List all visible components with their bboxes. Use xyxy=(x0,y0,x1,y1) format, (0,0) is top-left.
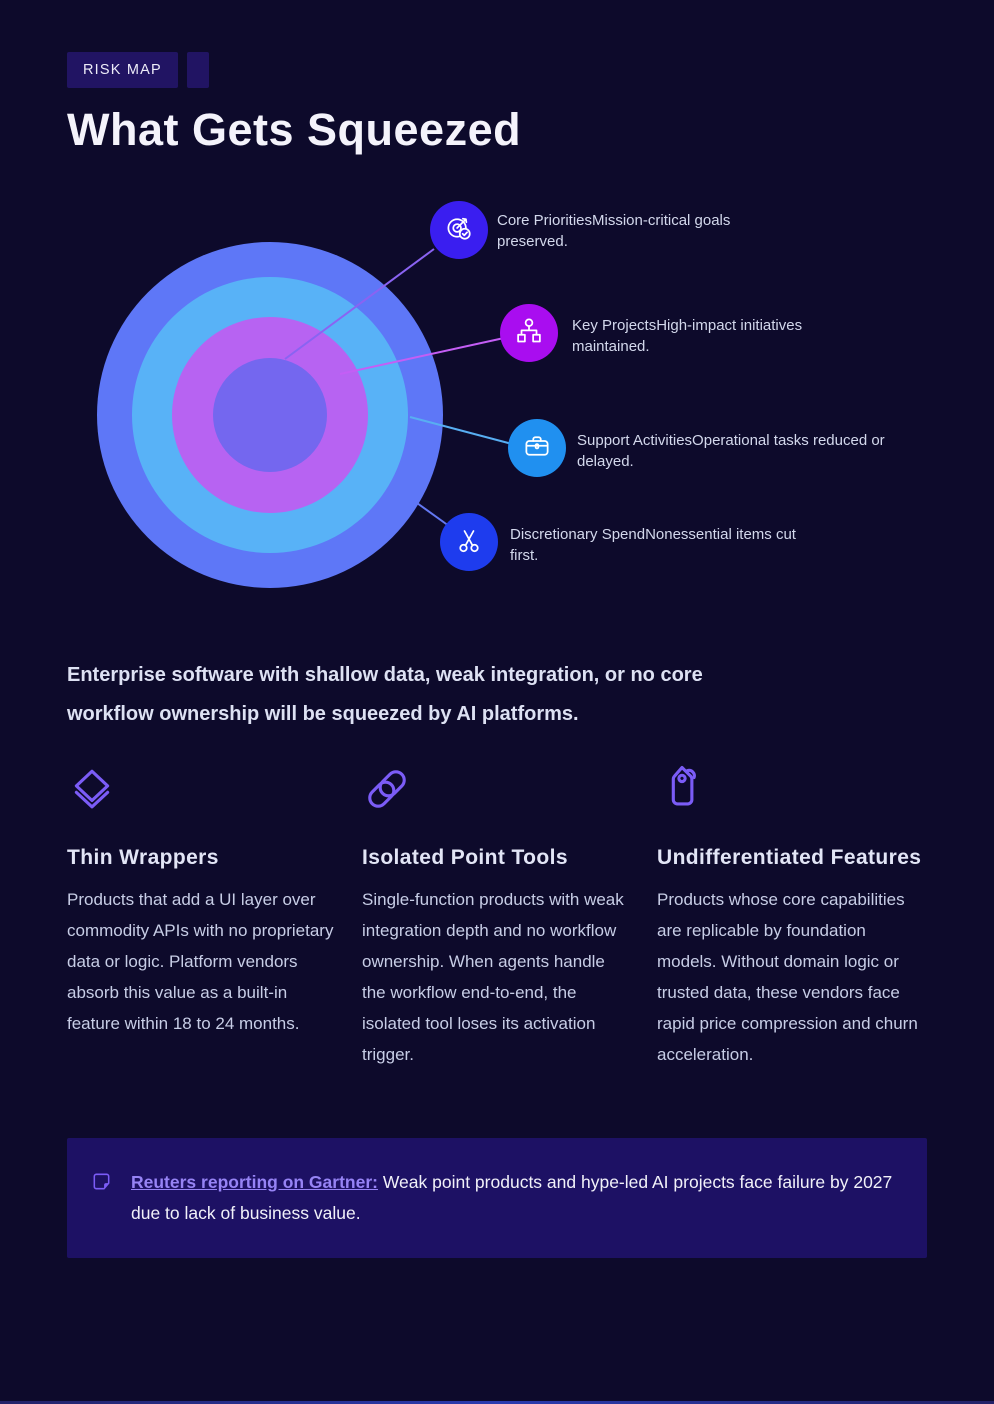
link-icon xyxy=(362,764,632,819)
risk-map-diagram xyxy=(67,192,927,622)
core-priorities-label: Core PrioritiesMission-critical goals preserved. xyxy=(497,212,731,250)
column-body: Products whose core capabilities are replicable by foundation models. Without domain logic or trusted data, these vendors face rapid price compression and churn acceleration. xyxy=(657,890,918,1064)
column-undifferentiated-features xyxy=(657,764,927,1070)
tag-icon xyxy=(657,764,927,819)
column-body: Single-function products with weak integration depth and no workflow ownership. When agents handle the workflow end-to-end, the isolated tool loses its activation trigger. xyxy=(362,890,624,1064)
column-title: Thin Wrappers xyxy=(67,846,219,869)
key-statement xyxy=(67,656,897,734)
scissors-icon xyxy=(454,525,484,560)
page-title: What Gets Squeezed xyxy=(67,104,522,155)
key-projects-label: Key ProjectsHigh-impact initiatives maintained. xyxy=(572,317,803,355)
hierarchy-icon xyxy=(514,316,544,351)
column-body: Products that add a UI layer over commodity APIs with no proprietary data or logic. Platform vendors absorb this value as a built-in feature within 18 to 24 months. xyxy=(67,890,334,1033)
key-statement-line-2: workflow ownership will be squeezed by AI platforms. xyxy=(67,703,579,725)
support-activities-label: Support ActivitiesOperational tasks reduced or delayed. xyxy=(577,432,885,470)
source-text-body: Weak point products and hype-led AI projects face failure by 2027 due to lack of business value. xyxy=(131,1172,893,1223)
column-isolated-point-tools xyxy=(362,764,632,1070)
layers-icon xyxy=(67,764,337,819)
source-callout xyxy=(67,1138,927,1258)
target-check-icon xyxy=(444,213,474,248)
note-icon xyxy=(90,1167,113,1198)
header-badges xyxy=(67,52,927,88)
column-title: Isolated Point Tools xyxy=(362,846,568,869)
core-priorities-badge xyxy=(430,201,488,259)
key-statement-line-1: Enterprise software with shallow data, weak integration, or no core xyxy=(67,664,703,686)
briefcase-icon xyxy=(522,431,552,466)
source-text xyxy=(131,1167,895,1229)
source-link[interactable]: Reuters reporting on Gartner: xyxy=(131,1172,378,1192)
badge-decorative-square xyxy=(187,52,209,88)
squeezed-categories xyxy=(67,764,927,1070)
column-thin-wrappers xyxy=(67,764,337,1070)
key-projects-badge xyxy=(500,304,558,362)
ring-core-priorities xyxy=(213,358,327,472)
support-activities-badge xyxy=(508,419,566,477)
discretionary-spend-badge xyxy=(440,513,498,571)
column-title: Undifferentiated Features xyxy=(657,846,922,869)
risk-map-badge: RISK MAP xyxy=(67,52,178,88)
discretionary-spend-label: Discretionary SpendNonessential items cut first. xyxy=(510,526,796,564)
